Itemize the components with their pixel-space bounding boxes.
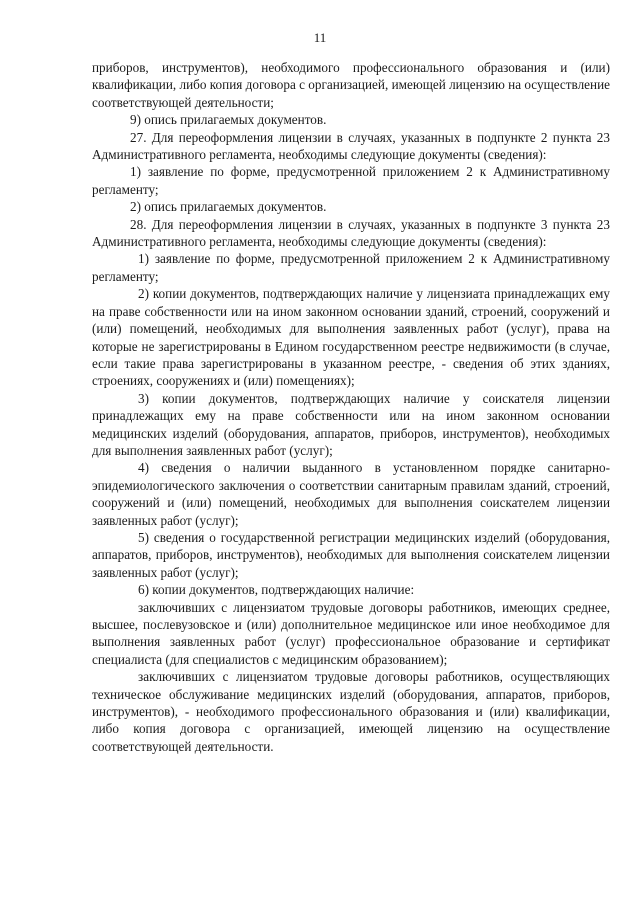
clause-28-item-2: 2) копии документов, подтверждающих наличие у лицензиата принадлежащих ему на праве собственности или на ином законном основании зданий, строений, сооружений и (или) помещений, необходимых для выполнения заявленных работ (услуг), права на которые не зарегистрированы в Едином государственном реестре недвижимости (в случае, если такие права зарегистрированы в указанном реестре, - сведения об этих зданиях, строениях, сооружениях и (или) помещениях);	[92, 286, 610, 389]
clause-28-item-5: 5) сведения о государственной регистрации медицинских изделий (оборудования, аппаратов, приборов, инструментов), необходимых для выполнения соискателем лицензии заявленных работ (услуг);	[92, 529, 610, 580]
list-item-9: 9) опись прилагаемых документов.	[130, 112, 327, 128]
clause-28-item-6-sub-2: заключивших с лицензиатом трудовые договоры работников, осуществляющих техническое обслуживание медицинских изделий (оборудования, аппаратов, приборов, инструментов), - необходимого профессионального образования и (или) квалификации, либо копия договора с организацией, имеющей лицензию на осуществление соответствующей деятельности.	[92, 669, 610, 754]
document-body	[92, 59, 610, 755]
clause-28-item-4: 4) сведения о наличии выданного в установленном порядке санитарно-эпидемиологического заключения о соответствии санитарным правилам зданий, строений, сооружений и (или) помещений, необходимых для выполнения соискателем лицензии заявленных работ (услуг);	[92, 460, 610, 528]
paragraph-continuation: приборов, инструментов), необходимого профессионального образования и (или) квалификации, либо копия договора с организацией, имеющей лицензию на осуществление соответствующей деятельности;	[92, 60, 610, 110]
clause-28: 28. Для переоформления лицензии в случаях, указанных в подпункте 3 пункта 23 Административного регламента, необходимы следующие документы (сведения):	[92, 216, 610, 250]
clause-28-item-6-sub-1: заключивших с лицензиатом трудовые договоры работников, имеющих среднее, высшее, послевузовское и (или) дополнительное медицинское или иное необходимое для выполнения заявленных работ (услуг) профессиональное образование и сертификат специалиста (для специалистов с медицинским образованием);	[92, 599, 610, 667]
clause-27: 27. Для переоформления лицензии в случаях, указанных в подпункте 2 пункта 23 Административного регламента, необходимы следующие документы (сведения):	[92, 129, 610, 163]
clause-28-item-3: 3) копии документов, подтверждающих наличие у соискателя лицензии принадлежащих ему на праве собственности или на ином законном основании медицинских изделий (оборудования, аппаратов, приборов, инструментов), необходимых для выполнения заявленных работ (услуг);	[92, 390, 610, 458]
clause-28-item-6: 6) копии документов, подтверждающих наличие:	[138, 582, 415, 598]
clause-27-item-2: 2) опись прилагаемых документов.	[130, 199, 327, 215]
clause-28-item-1: 1) заявление по форме, предусмотренной приложением 2 к Административному регламенту;	[92, 251, 610, 284]
page-number: 11	[313, 30, 327, 45]
clause-27-item-1: 1) заявление по форме, предусмотренной приложением 2 к Административному регламенту;	[92, 164, 610, 197]
